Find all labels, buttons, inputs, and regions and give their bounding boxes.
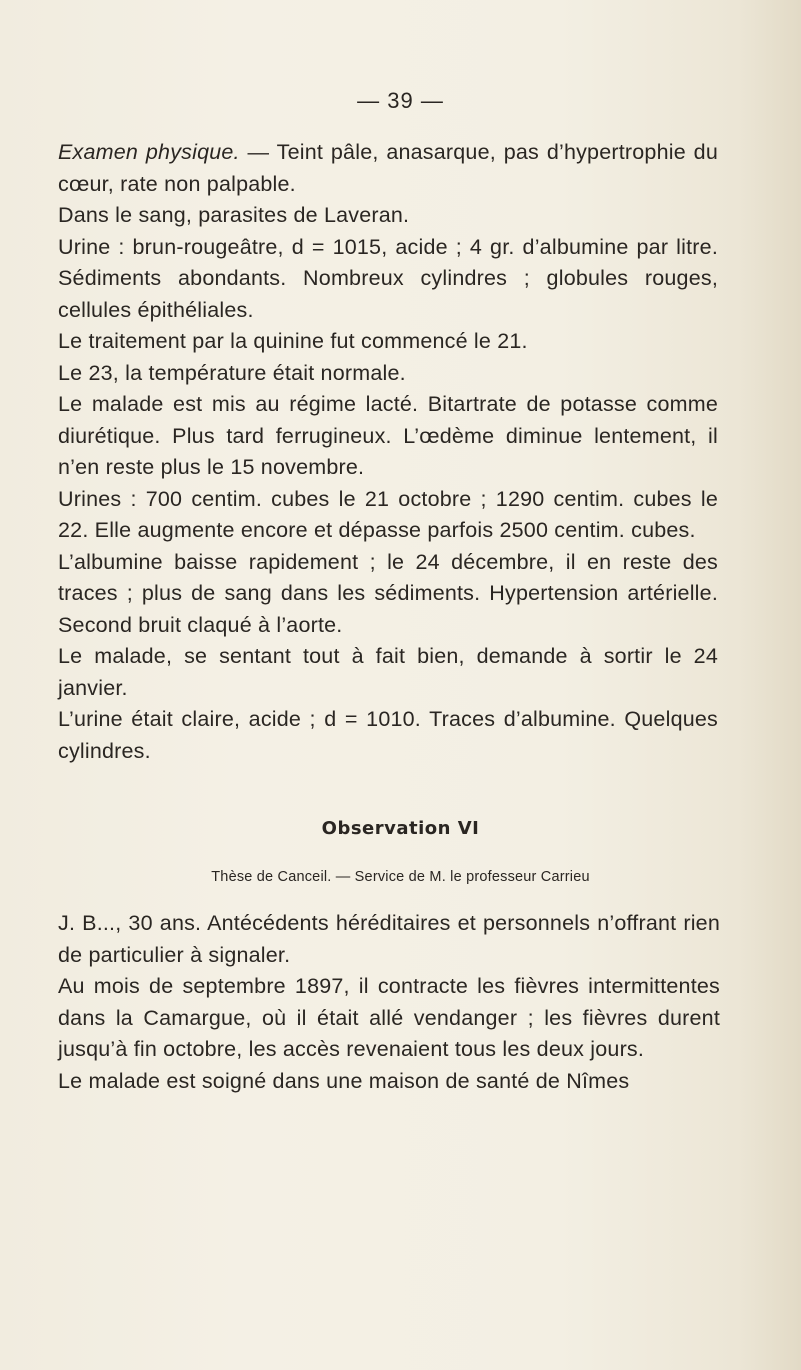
exam-section — [58, 137, 718, 767]
exam-paragraph-5: Le 23, la température était normale. — [58, 360, 406, 385]
exam-paragraph-2: Dans le sang, parasites de Laveran. — [58, 203, 410, 227]
observation-section — [58, 908, 720, 1097]
exam-paragraph-4: Le traitement par la quinine fut commencé le 21. — [58, 329, 528, 353]
exam-paragraph-9: Le malade, se sentant tout à fait bien, demande à sortir le 24 janvier. — [58, 644, 718, 700]
page-number: — 39 — — [357, 88, 444, 113]
exam-paragraph-6: Le malade est mis au régime lacté. Bitartrate de potasse comme diurétique. Plus tard ferrugineux. L’œdème diminue lentement, il n’en reste plus le 15 novembre. — [58, 392, 718, 479]
observation-paragraph-1: J. B..., 30 ans. Antécédents héréditaires et personnels n’offrant rien de particulier à signaler. — [58, 911, 720, 967]
exam-paragraph-10: L’urine était claire, acide ; d = 1010. Traces d’albumine. Quelques cylindres. — [58, 707, 718, 763]
exam-paragraph-8: L’albumine baisse rapidement ; le 24 décembre, il en reste des traces ; plus de sang dans les sédiments. Hypertension artérielle. Second bruit claqué à l’aorte. — [58, 549, 718, 637]
observation-paragraph-2: Au mois de septembre 1897, il contracte les fièvres intermittentes dans la Camargue, où il était allé vendanger ; les fièvres durent jusqu’à fin octobre, les accès revenaient tous les deux jours. — [58, 974, 720, 1061]
exam-paragraph-3: Urine : brun-rougeâtre, d = 1015, acide ; 4 gr. d’albumine par litre. Sédiments abondants. Nombreux cylindres ; globules rouges, cellules épithéliales. — [58, 234, 718, 322]
exam-lead: Examen physique. — [58, 140, 240, 164]
exam-paragraph-1 — [58, 137, 718, 200]
observation-heading: Observation VI — [321, 818, 480, 839]
observation-source: Thèse de Canceil. — Service de M. le professeur Carrieu — [211, 869, 590, 885]
exam-paragraph-7: Urines : 700 centim. cubes le 21 octobre ; 1290 centim. cubes le 22. Elle augmente encore et dépasse parfois 2500 centim. cubes. — [58, 486, 718, 542]
observation-paragraph-3: Le malade est soigné dans une maison de santé de Nîmes — [58, 1068, 630, 1093]
exam-paragraph-1-text: — Teint pâle, anasarque, pas d’hypertrophie du cœur, rate non palpable. — [58, 140, 718, 196]
